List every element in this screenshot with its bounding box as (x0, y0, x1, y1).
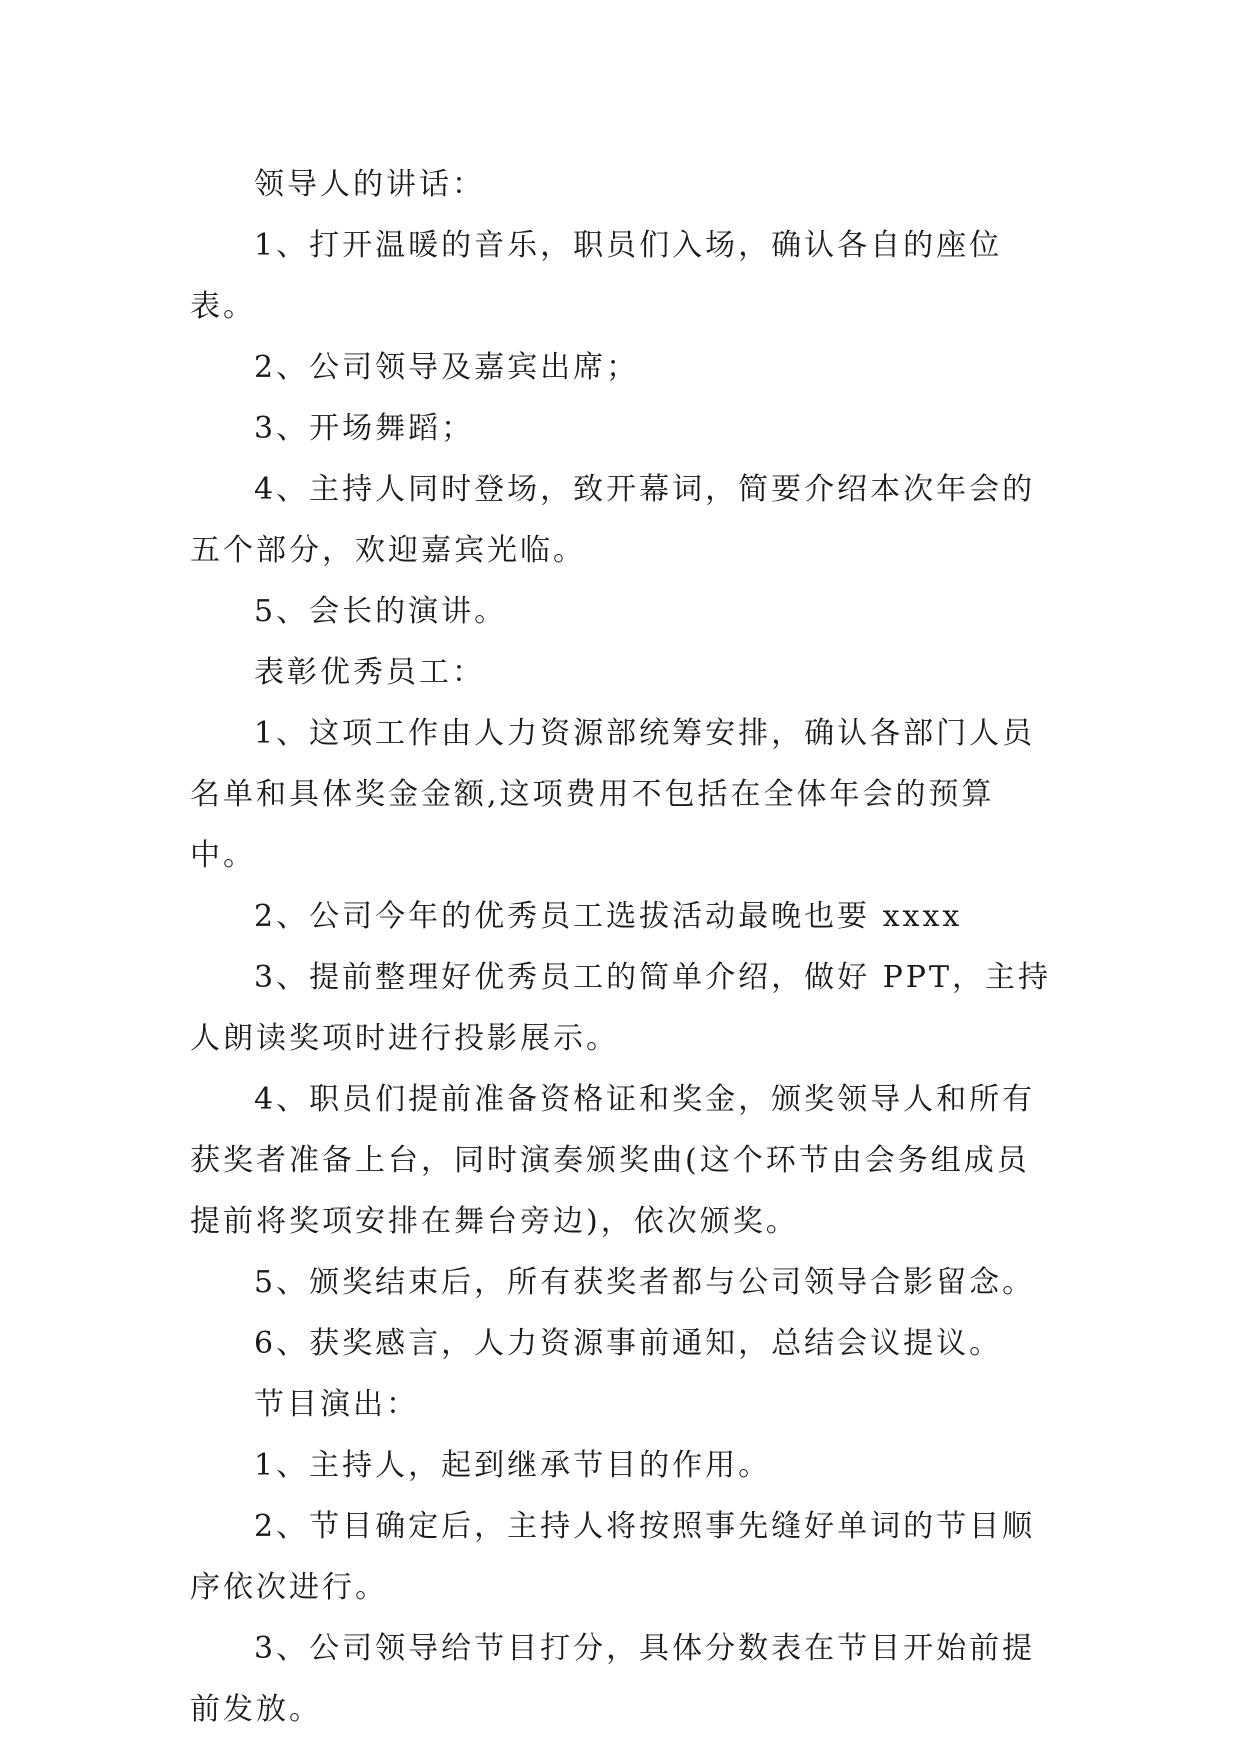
document-body (190, 154, 1060, 1740)
list-item: 5、颁奖结束后，所有获奖者都与公司领导合影留念。 (254, 1265, 1036, 1300)
list-item: 3、开场舞蹈； (254, 411, 475, 446)
section-heading-commend-staff: 表彰优秀员工： (254, 655, 485, 690)
list-item: 6、获奖感言，人力资源事前通知，总结会议提议。 (254, 1326, 1003, 1361)
list-item: 3、提前整理好优秀员工的简单介绍，做好 PPT，主持人朗读奖项时进行投影展示。 (190, 960, 1052, 1056)
section-heading-performances: 节目演出： (254, 1387, 419, 1422)
list-item: 4、主持人同时登场，致开幕词，简要介绍本次年会的五个部分，欢迎嘉宾光临。 (190, 472, 1036, 568)
list-item: 1、主持人，起到继承节目的作用。 (254, 1448, 772, 1483)
section-heading-leader-speech: 领导人的讲话： (254, 167, 485, 202)
list-item: 4、职员们提前准备资格证和奖金，颁奖领导人和所有获奖者准备上台，同时演奏颁奖曲(这个环节由会务组成员提前将奖项安排在舞台旁边)，依次颁奖。 (190, 1082, 1036, 1239)
list-item: 5、会长的演讲。 (254, 594, 508, 629)
list-item: 1、打开温暖的音乐，职员们入场，确认各自的座位表。 (190, 228, 1003, 324)
list-item: 3、公司领导给节目打分，具体分数表在节目开始前提前发放。 (190, 1631, 1036, 1727)
list-item: 1、这项工作由人力资源部统筹安排，确认各部门人员名单和具体奖金金额,这项费用不包括在全体年会的预算中。 (190, 716, 1036, 873)
list-item: 2、节目确定后，主持人将按照事先缝好单词的节目顺序依次进行。 (190, 1509, 1036, 1605)
list-item: 2、公司今年的优秀员工选拔活动最晚也要 xxxx (254, 899, 963, 934)
list-item: 2、公司领导及嘉宾出席； (254, 350, 640, 385)
